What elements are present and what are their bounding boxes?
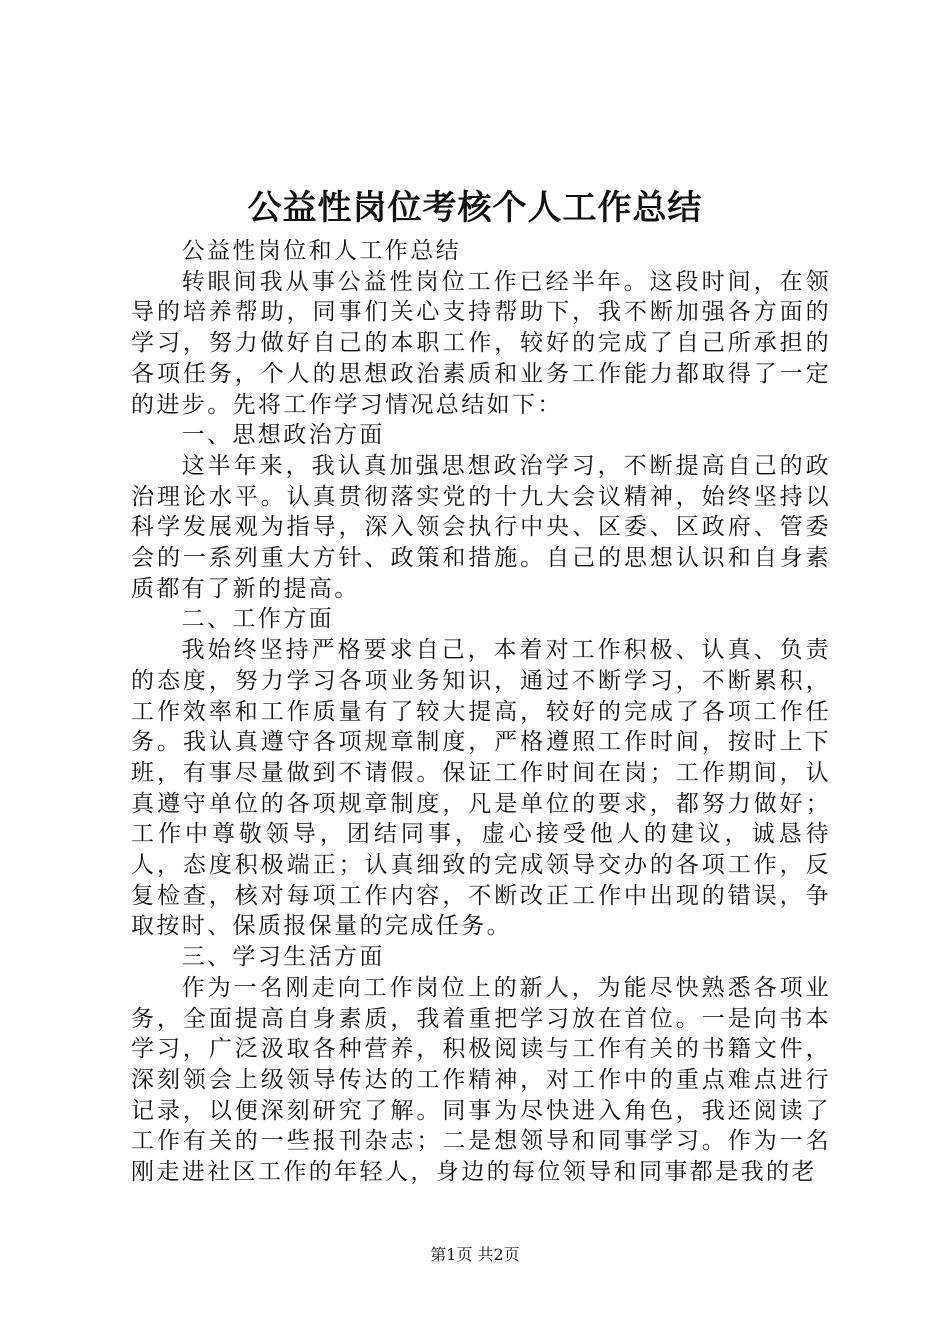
work-paragraph: 我始终坚持严格要求自己，本着对工作积极、认真、负责的态度，努力学习各项业务知识，通过不断学习，不断累积，工作效率和工作质量有了较大提高，较好的完成了各项工作任务。我认真遵守各项规章制度，严格遵照工作时间，按时上下班，有事尽量做到不请假。保证工作时间在岗；工作期间，认真遵守单位的各项规章制度，凡是单位的要求，都努力做好；工作中尊敬领导，团结同事，虚心接受他人的建议，诚恳待人，态度积极端正；认真细致的完成领导交办的各项工作，反复检查，核对每项工作内容，不断改正工作中出现的错误，争取按时、保质报保量的完成任务。: [131, 637, 831, 940]
section-heading-work: 二、工作方面: [181, 606, 334, 633]
section-heading-study: 三、学习生活方面: [181, 944, 385, 971]
study-paragraph: 作为一名刚走向工作岗位上的新人，为能尽快熟悉各项业务，全面提高自身素质，我着重把学习放在首位。一是向书本学习，广泛汲取各种营养，积极阅读与工作有关的书籍文件，深刻领会上级领导传达的工作精神，对工作中的重点难点进行记录，以便深刻研究了解。同事为尽快进入角色，我还阅读了工作有关的一些报刊杂志；二是想领导和同事学习。作为一名刚走进社区工作的年轻人，身边的每位领导和同事都是我的老: [131, 974, 831, 1186]
document-body: [131, 236, 831, 1188]
page-title: 公益性岗位考核个人工作总结: [247, 188, 703, 228]
intro-paragraph: 转眼间我从事公益性岗位工作已经半年。这段时间，在领导的培养帮助，同事们关心支持帮助下，我不断加强各方面的学习，努力做好自己的本职工作，较好的完成了自己所承担的各项任务，个人的思想政治素质和业务工作能力都取得了一定的进步。先将工作学习情况总结如下：: [131, 268, 831, 418]
subtitle-paragraph: 公益性岗位和人工作总结: [181, 238, 461, 264]
page-number-footer: 第1页 共2页: [430, 1245, 520, 1264]
politics-paragraph: 这半年来，我认真加强思想政治学习，不断提高自己的政治理论水平。认真贯彻落实党的十九大会议精神，始终坚持以科学发展观为指导，深入领会执行中央、区委、区政府、管委会的一系列重大方针、政策和措施。自己的思想认识和自身素质都有了新的提高。: [131, 452, 831, 602]
section-heading-politics: 一、思想政治方面: [181, 422, 385, 449]
